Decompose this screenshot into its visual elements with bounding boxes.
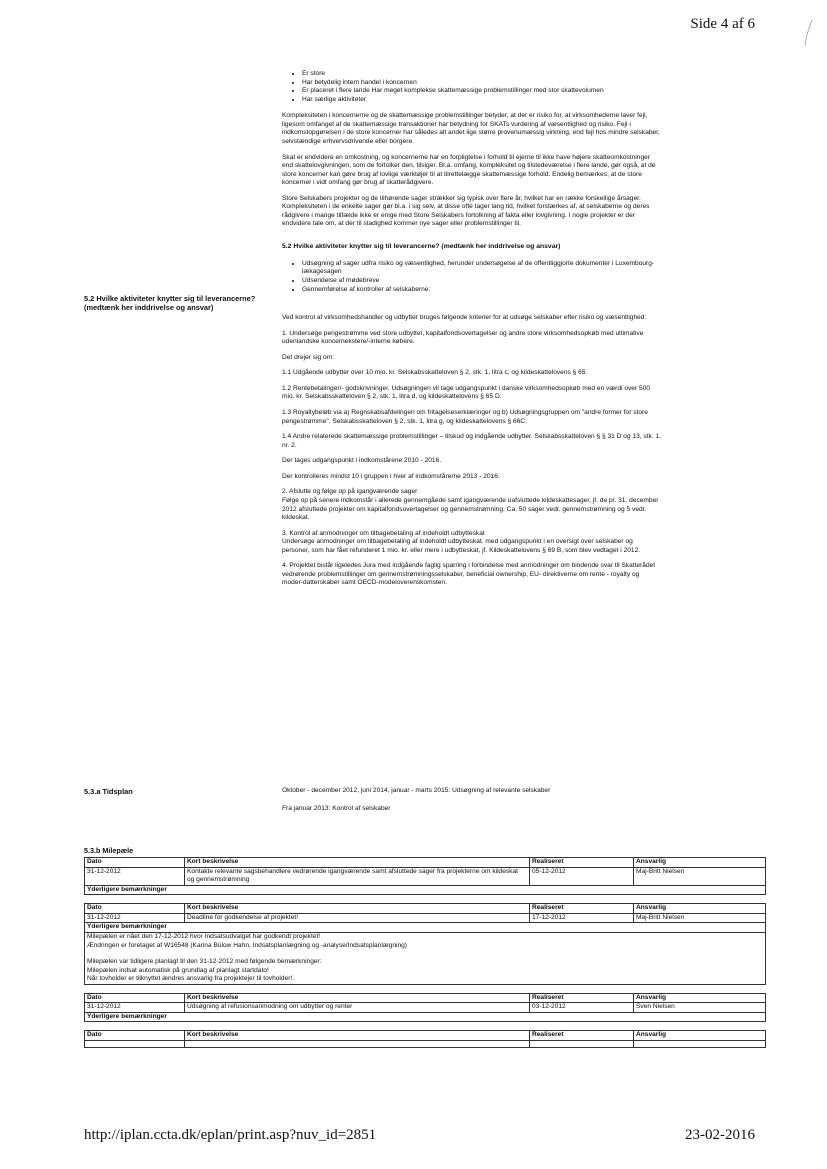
column-header: Ansvarlig: [634, 904, 766, 914]
paragraph: 2. Afslutte og følge op på igangværende sager Følge op på senere indkomstår i allerede gennemgåede samt igangværende uafsluttede kildeskattesager, jf. de pr. 31. december 2012 afsluttede projekter om kapitalfondsovertagelser og gennemstrømning. Ca. 50 sager vedr. gennemstrømning og 5 vedr. kildeskat.: [282, 488, 659, 522]
column-header: Realiseret: [530, 858, 634, 868]
milestone-table: [84, 1030, 766, 1048]
column-header: Ansvarlig: [634, 858, 766, 868]
footer-url: http://iplan.ccta.dk/eplan/print.asp?nuv_id=2851: [84, 1127, 377, 1143]
column-header: Ansvarlig: [634, 993, 766, 1003]
empty-cell: [634, 1041, 766, 1048]
column-header: Kort beskrivelse: [185, 1031, 530, 1041]
paragraph: 1.4 Andre relaterede skattemæssige problemstillinger – tilskud og indgående udbytter. Selskabsskatteloven § § 31 D og 13, stk. 1, nr. 2.: [282, 433, 661, 449]
empty-cell: [85, 1041, 185, 1048]
empty-cell: [185, 1041, 530, 1048]
milestone-date: 31-12-2012: [85, 1003, 185, 1013]
milestones-section: [84, 857, 766, 1056]
paragraph: Ved kontrol af virksomhedshandler og udbytter bruges følgende kriterier for at udsøge selskaber efter risiko og væsentlighed:: [282, 314, 647, 322]
column-header: Dato: [85, 858, 185, 868]
milestone-realized: 17-12-2012: [530, 913, 634, 923]
list-item: • Gennemførelse af kontroller af selskaberne:: [302, 286, 662, 295]
remark-line: Når tovholder er tilknyttet ændres ansvarlig fra projektejer til tovholder!.: [87, 975, 295, 983]
paragraph: 4. Projektet bistår ligeledes Jura med indgående faglig sparring i forbindelse med anmodninger om bindende svar til Skatterådet vedrørende problemstillinger om gennemstrømningsselskaber, beneficial ownership, EU- direktiverne om rente - royalty og moder-datterskaber samt OECD-modeloverenskomsten.: [282, 562, 656, 587]
empty-cell: [530, 1041, 634, 1048]
remarks-label: Yderligere bemærkninger: [85, 923, 766, 933]
milestone-table: [84, 993, 766, 1023]
milestone-table: [84, 857, 766, 895]
list-item: • Er store: [302, 70, 662, 79]
list-item: • Udsøgning af sager udfra risiko og væsentlighed, herunder undersøgelse af de offentliggjorte dokumenter i Luxembourg-lækagesagen: [302, 260, 662, 277]
tidsplan-line: Oktober - december 2012, juni 2014, januar - marts 2015: Udsøgning af relevante selskaber: [282, 787, 551, 794]
milestone-description: Udsøgning af refusionsanmodning om udbytter og renter: [185, 1003, 530, 1013]
remarks-text: [85, 932, 766, 984]
milestone-table: [84, 903, 766, 985]
list-item: • Udsendelse af mødebreve: [302, 277, 662, 286]
tidsplan-line: Fra januar 2013: Kontrol af selskaber: [282, 804, 391, 812]
milestone-realized: 03-12-2012: [530, 1003, 634, 1013]
paragraph: Det drejer sig om:: [282, 353, 335, 361]
column-header: Kort beskrivelse: [185, 904, 530, 914]
column-header: Dato: [85, 1031, 185, 1041]
milestone-responsible: Sven Nielsen: [634, 1003, 766, 1013]
remark-line: Milepælen indsat automatisk på grundlag af planlagt startdato!: [87, 966, 269, 974]
remarks-label: Yderligere bemærkninger: [85, 1012, 766, 1022]
milestone-realized: 05-12-2012: [530, 867, 634, 885]
column-header: Dato: [85, 904, 185, 914]
paragraph: 1.2 Rentebetalinger/- godskrivninger. Udsøgningen vil tage udgangspunkt i danske virksomhedsopkøb med en værdi over 500 mio. kr. Selskabsskatteloven § 2, stk. 1, litra d, og kildeskattelovens § 65 D.: [282, 384, 650, 401]
milestone-responsible: Maj-Britt Nielsen: [634, 867, 766, 885]
column-header: Ansvarlig: [634, 1031, 766, 1041]
list-item: • Har betydelig intern handel i koncernen: [302, 79, 662, 88]
column-header: Realiseret: [530, 1031, 634, 1041]
paragraph: 1.1 Udgående udbytter over 10 mio. kr. Selskabsskatteloven § 2, stk. 1, litra c, og kildeskattelovens § 65.: [282, 369, 588, 377]
list-item: • Er placeret i flere lande Har meget komplekse skattemæssige problemstillinger med stor skattevolumen: [302, 87, 662, 96]
remark-line: Milepælen var tidligere planlagt til den 31-12-2012 med følgende bemærkninger:: [87, 958, 322, 966]
remarks-label: Yderligere bemærkninger: [85, 885, 766, 895]
table-row: [85, 913, 766, 923]
pen-mark-icon: [800, 18, 816, 48]
paragraph: Kompleksiteten i koncernerne og de skattemæssige problemstillinger betyder, at der er risiko for, at virksomhederne laver fejl, ligesom omfanget af de skattemæssige transaktioner har betydning for SKATs vurdering af væsentlighed og risiko. Fejl i indkomstopgørelsen i de store koncerner har således alt andet lige større provenumæssig virkning, end fejl hos mindre selskaber, selvstændige erhvervsdrivende eller borgere.: [282, 112, 660, 145]
page-indicator: Side 4 af 6: [690, 16, 755, 32]
paragraph: Der kontrolleres mindst 10 i gruppen i hver af indkomstårerne 2013 - 2016.: [282, 472, 500, 480]
milestones-title: 5.3.b Milepæle: [84, 846, 134, 855]
table-row: [85, 1003, 766, 1013]
paragraph: 3. Kontrol af anmodninger om tilbagebetaling af indeholdt udbytteskat Undersøge anmodninger om tilbagebetaling af indeholdt udbytteskat. med udgangspunkt i en oversigt over selskaber og personer, som har fået refunderet 1 mio. kr. eller mere i udbytteskat, jf. Kildeskattelovens § 69 B, som blev vedtaget i 2012.: [282, 529, 641, 554]
intro-bullets: [282, 70, 662, 104]
list-item: • Har særlige aktiviteter: [302, 96, 662, 105]
milestone-description: Deadline for godkendelse af projektet!: [185, 913, 530, 923]
paragraph: 1. Undersøge pengestrømme ved store udbytter, kapitalfondsovertagelser og andre store virksomhedsopkøb med ultimative udenlandske koncernekstere/-interne købere.: [282, 329, 644, 346]
section-52-side-label: 5.2 Hvilke aktiviteter knytter sig til leverancerne? (medtænk her inddrivelse og ansvar): [84, 294, 256, 313]
column-header: Kort beskrivelse: [185, 993, 530, 1003]
milestone-date: 31-12-2012: [85, 913, 185, 923]
table-row: [85, 867, 766, 885]
column-header: Realiseret: [530, 904, 634, 914]
column-header: Kort beskrivelse: [185, 858, 530, 868]
paragraph: Der tages udgangspunkt i indkomstårene 2010 - 2016.: [282, 457, 442, 465]
remark-spacer: [87, 950, 763, 958]
milestone-date: 31-12-2012: [85, 867, 185, 885]
milestone-responsible: Maj-Britt Nielsen: [634, 913, 766, 923]
main-column: [282, 70, 662, 595]
paragraph: 1.3 Royaltybeløb via a) Regnskabsafdelingen om fritagelseserklæringer og b) Udsøgningsgruppen om "andre former for store pengestrømme". Selskabsskatteloven § 2, stk. 1, litra g, og kildeskattelovens § 66C.: [282, 409, 648, 425]
tidsplan-block: [282, 787, 662, 822]
remark-line: Ændringen er foretaget af W16548 (Karina Bülow Hahn, Indsatsplanlægning og -analyse/Indsatsplanlægning): [87, 941, 407, 949]
column-header: Realiseret: [530, 993, 634, 1003]
paragraph: Store Selskabers projekter og de tilhørende sager strækker sig typisk over flere år, hvilket har en række forskellige årsager. Kompleksiteten i de enkelte sager gør bl.a. i sig selv, at disse ofte tager lang tid, hvilket forstærkes af, at selskaberne og deres rådgivere i mange tilfælde ikke er enige med Store Selskabers fortolkning af fakta eller lovgivning. I nogle projekter er der endvidere tale om, at der til stadighed kommer nye sager eller problemstillinger til.: [282, 194, 650, 228]
footer-date: 23-02-2016: [685, 1127, 755, 1143]
milestone-description: Kontakte relevante sagsbehandlere vedrørende igangværende samt afsluttede sager fra projekterne om kildeskat og gennemstrømning: [185, 867, 530, 885]
table-row: [85, 1041, 766, 1048]
remark-line: Milepælen er nået den 17-12-2012 hvor Indsatsudvalget har godkendt projektet!: [87, 932, 321, 940]
tidsplan-label: 5.3.a Tidsplan: [84, 787, 133, 796]
activity-bullets: [282, 260, 662, 294]
column-header: Dato: [85, 993, 185, 1003]
section-heading: 5.2 Hvilke aktiviteter knytter sig til leverancerne? (medtænk her inddrivelse og ansvar): [282, 243, 561, 250]
paragraph: Skat er endvidere en omkostning, og koncernerne har en forpligtelse i forhold til ejerne til ikke have højere skatteomkostninger end skattelovgivningen, som de fortolker den, tilsiger. Bl.a. omfang, kompleksitet og tilstedeværelse i flere lande, gør også, at de store koncerner kan gøre brug af lovlige værktøjer til at tilrettelægge skattemæssige forhold. Endelig bemærkes, at de store koncerner i vidt omfang gør brug af skatterådgivere.: [282, 153, 656, 187]
